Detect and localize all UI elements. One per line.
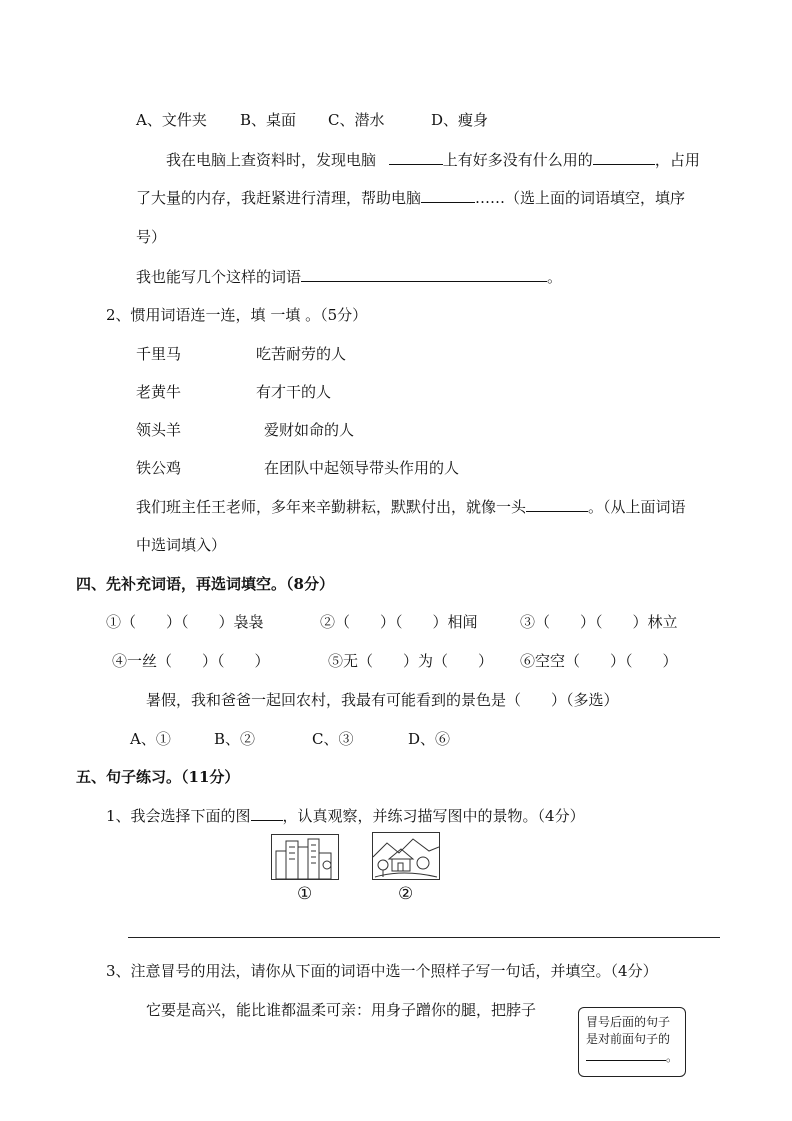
sec5-q1: 1、我会选择下面的图 ，认真观察，并练习描写图中的景物。（4分）: [106, 807, 585, 825]
blank-q2[interactable]: [526, 497, 588, 512]
para1-line2: 了大量的内存，我赶紧进行清理，帮助电脑 ……（选上面的词语填空，填序: [136, 189, 686, 207]
picture-2-label: ②: [398, 884, 414, 904]
picture-1-label: ①: [297, 884, 313, 904]
section-4-title: 四、先补充词语，再选词填空。（8分）: [76, 575, 334, 593]
word-4[interactable]: ④一丝（ ）（ ）: [112, 652, 270, 670]
match-left-2[interactable]: 老黄牛: [136, 383, 182, 401]
countryside-house-icon: [373, 833, 439, 879]
option-c: C、潜水: [328, 111, 385, 129]
q2-sentence: 我们班主任王老师，多年来辛勤耕耘，默默付出，就像一头 。（从上面词语: [136, 498, 686, 516]
note-line-2: 是对前面句子的: [586, 1032, 671, 1046]
word-1[interactable]: ①（ ）（ ）袅袅: [106, 613, 264, 631]
match-left-1[interactable]: 千里马: [136, 345, 182, 363]
option-d: D、瘦身: [431, 111, 489, 129]
note-line-1: 冒号后面的句子: [586, 1015, 671, 1029]
city-buildings-icon: [272, 835, 338, 879]
sec4-question: 暑假，我和爸爸一起回农村，我最有可能看到的景色是（ ）（多选）: [146, 691, 619, 709]
word-5[interactable]: ⑤无（ ）为（ ）: [328, 652, 494, 670]
countryside-picture[interactable]: [372, 832, 440, 880]
match-right-3[interactable]: 爱财如命的人: [264, 421, 355, 439]
match-left-4[interactable]: 铁公鸡: [136, 459, 182, 477]
write-words-line: 我也能写几个这样的词语 。: [136, 268, 563, 286]
blank-2[interactable]: [593, 150, 655, 165]
para1-line1: 我在电脑上查资料时，发现电脑 上有好多没有什么用的 ，占用: [166, 151, 700, 169]
match-left-3[interactable]: 领头羊: [136, 421, 182, 439]
blank-3[interactable]: [421, 188, 475, 203]
blank-1[interactable]: [389, 150, 443, 165]
sec4-option-b[interactable]: B、②: [214, 730, 256, 748]
match-right-1[interactable]: 吃苦耐劳的人: [256, 345, 347, 363]
sec5-q3: 3、注意冒号的用法，请你从下面的词语中选一个照样子写一句话，并填空。（4分）: [106, 962, 658, 980]
sec4-option-c[interactable]: C、③: [312, 730, 354, 748]
q2-title: 2、惯用词语连一连，填 一填 。（5分）: [106, 306, 368, 324]
city-picture[interactable]: [271, 834, 339, 880]
sec4-option-a[interactable]: A、①: [130, 730, 171, 748]
para1-line3: 号）: [136, 228, 167, 246]
example-sentence: 它要是高兴，能比谁都温柔可亲：用身子蹭你的腿，把脖子: [146, 1001, 537, 1019]
match-right-2[interactable]: 有才干的人: [256, 383, 332, 401]
match-right-4[interactable]: 在团队中起领导带头作用的人: [264, 459, 460, 477]
colon-note-box: [578, 1007, 686, 1077]
option-a: A、文件夹: [136, 111, 207, 129]
word-3[interactable]: ③（ ）（ ）林立: [520, 613, 678, 631]
word-6[interactable]: ⑥空空（ ）（ ）: [520, 652, 678, 670]
sec4-option-d[interactable]: D、⑥: [408, 730, 451, 748]
q2-sentence-end: 中选词填入）: [136, 536, 227, 554]
option-b: B、桌面: [240, 111, 297, 129]
blank-words[interactable]: [301, 267, 547, 282]
section-5-title: 五、句子练习。（11分）: [76, 768, 240, 786]
blank-note[interactable]: [586, 1048, 666, 1061]
answer-line[interactable]: [128, 937, 720, 938]
note-line-3: 。: [586, 1048, 685, 1066]
word-2[interactable]: ②（ ）（ ）相闻: [320, 613, 478, 631]
blank-pic[interactable]: [251, 806, 283, 821]
